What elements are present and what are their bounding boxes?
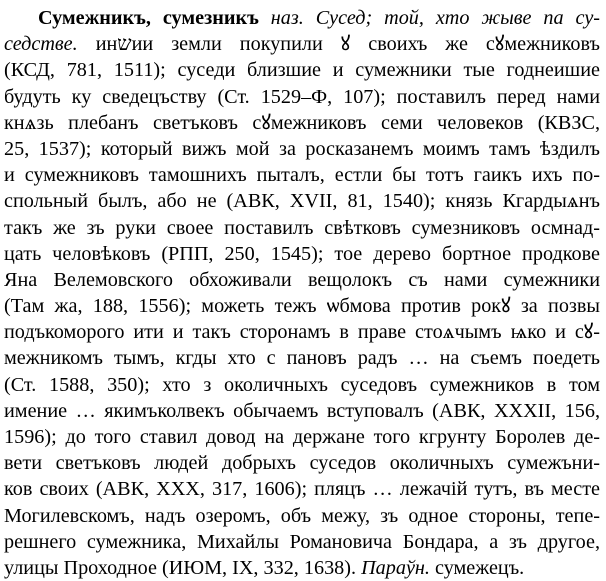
entry-line (4, 476, 600, 502)
citation-text: инשии земли покупили ꙋ своихъ же сꙋмежниковъ (77, 33, 600, 56)
dictionary-entry (4, 5, 600, 581)
citation-text: улицы Проходное (ИЮМ, IX, 332, 1638). (4, 556, 362, 579)
entry-line (4, 31, 600, 57)
definition: седстве. (4, 33, 78, 56)
entry-line (4, 5, 600, 31)
entry-line (4, 215, 600, 241)
entry-line (4, 136, 600, 162)
text-run (259, 7, 271, 29)
entry-line (4, 241, 600, 267)
entry-line (4, 529, 600, 555)
entry-line (4, 555, 600, 581)
entry-line (4, 57, 600, 83)
citation-text: 1596); до того ставил довод на держане того кгрунту Боролев де- (4, 426, 600, 448)
entry-line (4, 372, 600, 398)
citation-text: кнѧзь плебанъ светъковъ сꙋмежниковъ семи человеков (КВЗС, (4, 111, 600, 134)
entry-line (4, 188, 600, 214)
citation-text: вети светъковъ людей добрыхъ суседов околичныхъ сумежъни- (4, 452, 600, 475)
entry-line (4, 267, 600, 293)
entry-line (4, 110, 600, 136)
entry-line (4, 319, 600, 345)
citation-text: имение … якимъколвекъ обычаемъ вступовалъ (АВК, XXXII, 156, (4, 399, 600, 422)
headword: Сумежникъ, сумезникъ (38, 7, 259, 29)
citation-text: цать человѣковъ (РПП, 250, 1545); тое дерево бортное продкове (4, 242, 600, 265)
citation-text: ков своих (АВК, XXX, 317, 1606); пляцъ … лежачій тутъ, въ месте (4, 478, 600, 501)
citation-text: такъ же зъ руки своее поставилъ свѣтковъ сумезниковъ осмнад- (4, 216, 600, 239)
citation-text: межникомъ тымъ, кгды хто с пановъ радъ … на съемъ поедеть (4, 347, 600, 370)
entry-line (4, 398, 600, 424)
definition: наз. Сусед; той, хто жыве па су- (270, 7, 600, 29)
citation-text: и сумежниковъ тамошнихъ пыталъ, естли бы тотъ гаикъ ихъ по- (4, 164, 600, 187)
citation-text: 25, 1537); который вижъ мой за росказанемъ моимъ тамъ ѣздилъ (4, 137, 600, 160)
entry-line (4, 84, 600, 110)
citation-text: подъкоморого ити и такъ сторонамъ в праве стоѧчымъ ѩко и сꙋ- (4, 321, 600, 344)
entry-line (4, 293, 600, 319)
citation-text: (КСД, 781, 1511); суседи близшие и сумежники тые годнеишие (4, 59, 600, 82)
entry-line (4, 345, 600, 371)
citation-text: решнего сумежника, Михайлы Романовича Бондара, а зъ другое, (4, 530, 600, 553)
citation-text: (Там жа, 188, 1556); можеть тежъ ѡбмова против рокꙋ за позвы (4, 295, 600, 318)
entry-line (4, 424, 600, 450)
citation-text: будуть ку сведецъству (Ст. 1529–Ф, 107); поставилъ перед нами (4, 85, 600, 108)
citation-text: Яна Велемовского обхоживали вещолокъ съ нами сумежники (4, 268, 600, 291)
citation-text: Могилевскомъ, надъ озеромъ, объ межу, зъ одное стороны, тепе- (4, 504, 600, 527)
citation-text: (Ст. 1588, 350); хто з околичныхъ суседовъ сумежников в том (4, 373, 600, 396)
entry-line (4, 450, 600, 476)
cross-reference-label: Параўн. (361, 556, 430, 579)
entry-line (4, 503, 600, 529)
entry-line (4, 162, 600, 188)
cross-reference-word: сумежецъ. (429, 556, 525, 579)
citation-text: спольный былъ, або не (АВК, XVII, 81, 1540); князь Кгардыѧнъ (4, 190, 600, 213)
